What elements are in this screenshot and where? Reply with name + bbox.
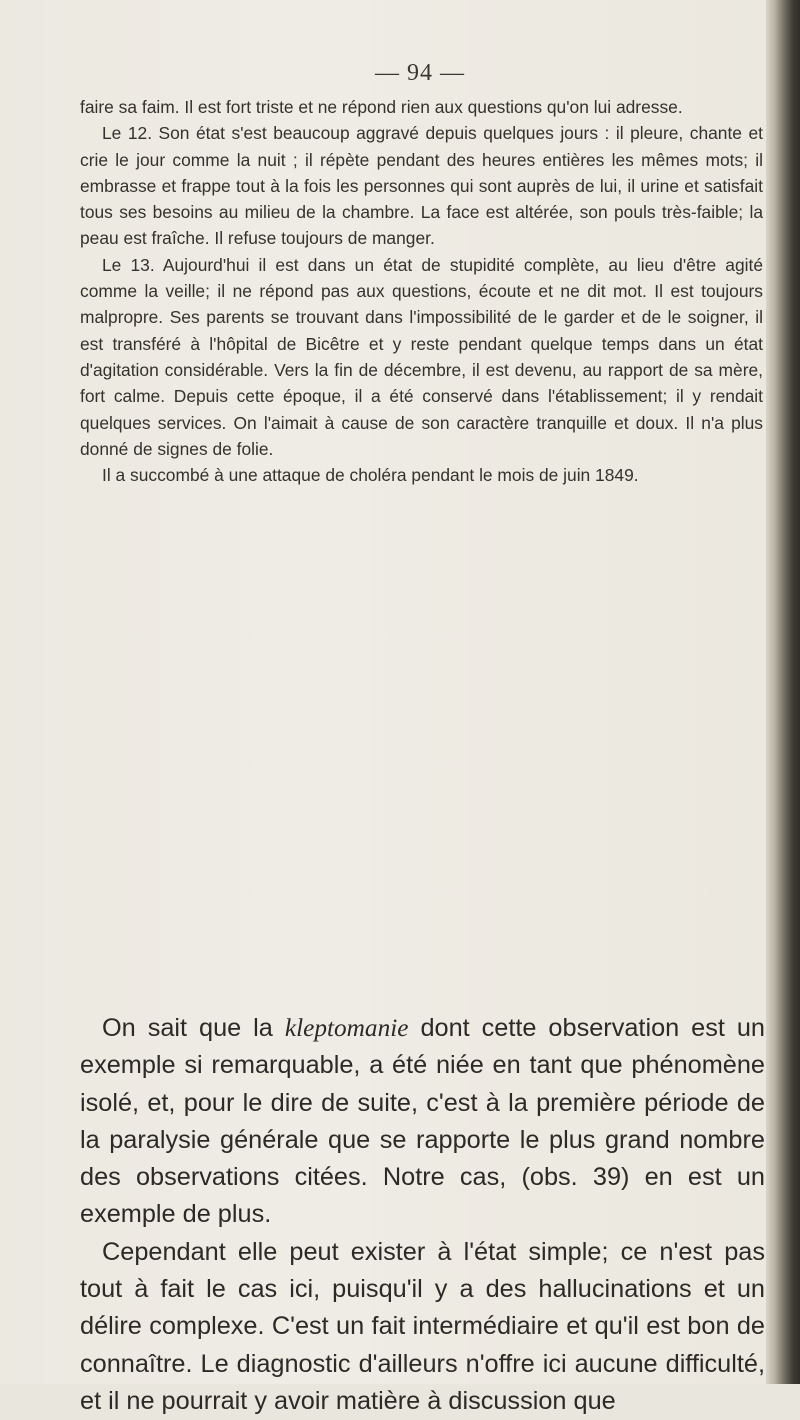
italic-term: kleptomanie	[284, 1014, 409, 1042]
page-number: — 94 —	[375, 60, 465, 86]
case-paragraph: Il a succombé à une attaque de choléra pendant le mois de juin 1849.	[102, 465, 639, 486]
commentary-text: On sait que la	[102, 1014, 285, 1042]
commentary-text: dont cette observation est un exemple si remarquable, a été niée en tant que phénomène isolé, et, pour le dire de suite, c'est à la première période de la paralysie générale que se rapporte le plus grand nombre des observations citées. Notre cas, (obs. 39) en est un exemple de plus.	[80, 1014, 766, 1229]
commentary-block	[80, 1010, 765, 1420]
book-binding-edge	[766, 0, 800, 1384]
commentary-paragraph: Cependant elle peut exister à l'état simple; ce n'est pas tout à fait le cas ici, puisqu'il y a des hallucinations et un délire complexe. C'est un fait intermédiaire et qu'il est bon de connaître. Le diagnostic d'ailleurs n'offre ici aucune difficulté, et il ne pourrait y avoir matière à discussion que	[80, 1237, 765, 1415]
commentary-paragraph	[80, 1010, 765, 1234]
case-paragraph: Le 13. Aujourd'hui il est dans un état de stupidité complète, au lieu d'être agité comme la veille; il ne répond pas aux questions, écoute et ne dit mot. Il est toujours malpropre. Ses parents se trouvant dans l'impossibilité de le garder et de le soigner, il est transféré à l'hôpital de Bicêtre et y reste pendant quelque temps dans un état d'agitation considérable. Vers la fin de décembre, il est devenu, au rapport de sa mère, fort calme. Depuis cette époque, il a été conservé dans l'établissement; il y rendait quelques services. On l'aimait à cause de son caractère tranquille et doux. Il n'a plus donné de signes de folie.	[80, 254, 763, 459]
case-paragraph: faire sa faim. Il est fort triste et ne répond rien aux questions qu'on lui adresse.	[80, 97, 683, 117]
case-paragraph: Le 12. Son état s'est beaucoup aggravé depuis quelques jours : il pleure, chante et crie le jour comme la nuit ; il répète pendant des heures entières les mêmes mots; il embrasse et frappe tout à la fois les personnes qui sont auprès de lui, il urine et satisfait tous ses besoins au milieu de la chambre. La face est altérée, son pouls très-faible; la peau est fraîche. Il refuse toujours de manger.	[80, 123, 763, 249]
case-notes-block	[80, 94, 763, 488]
